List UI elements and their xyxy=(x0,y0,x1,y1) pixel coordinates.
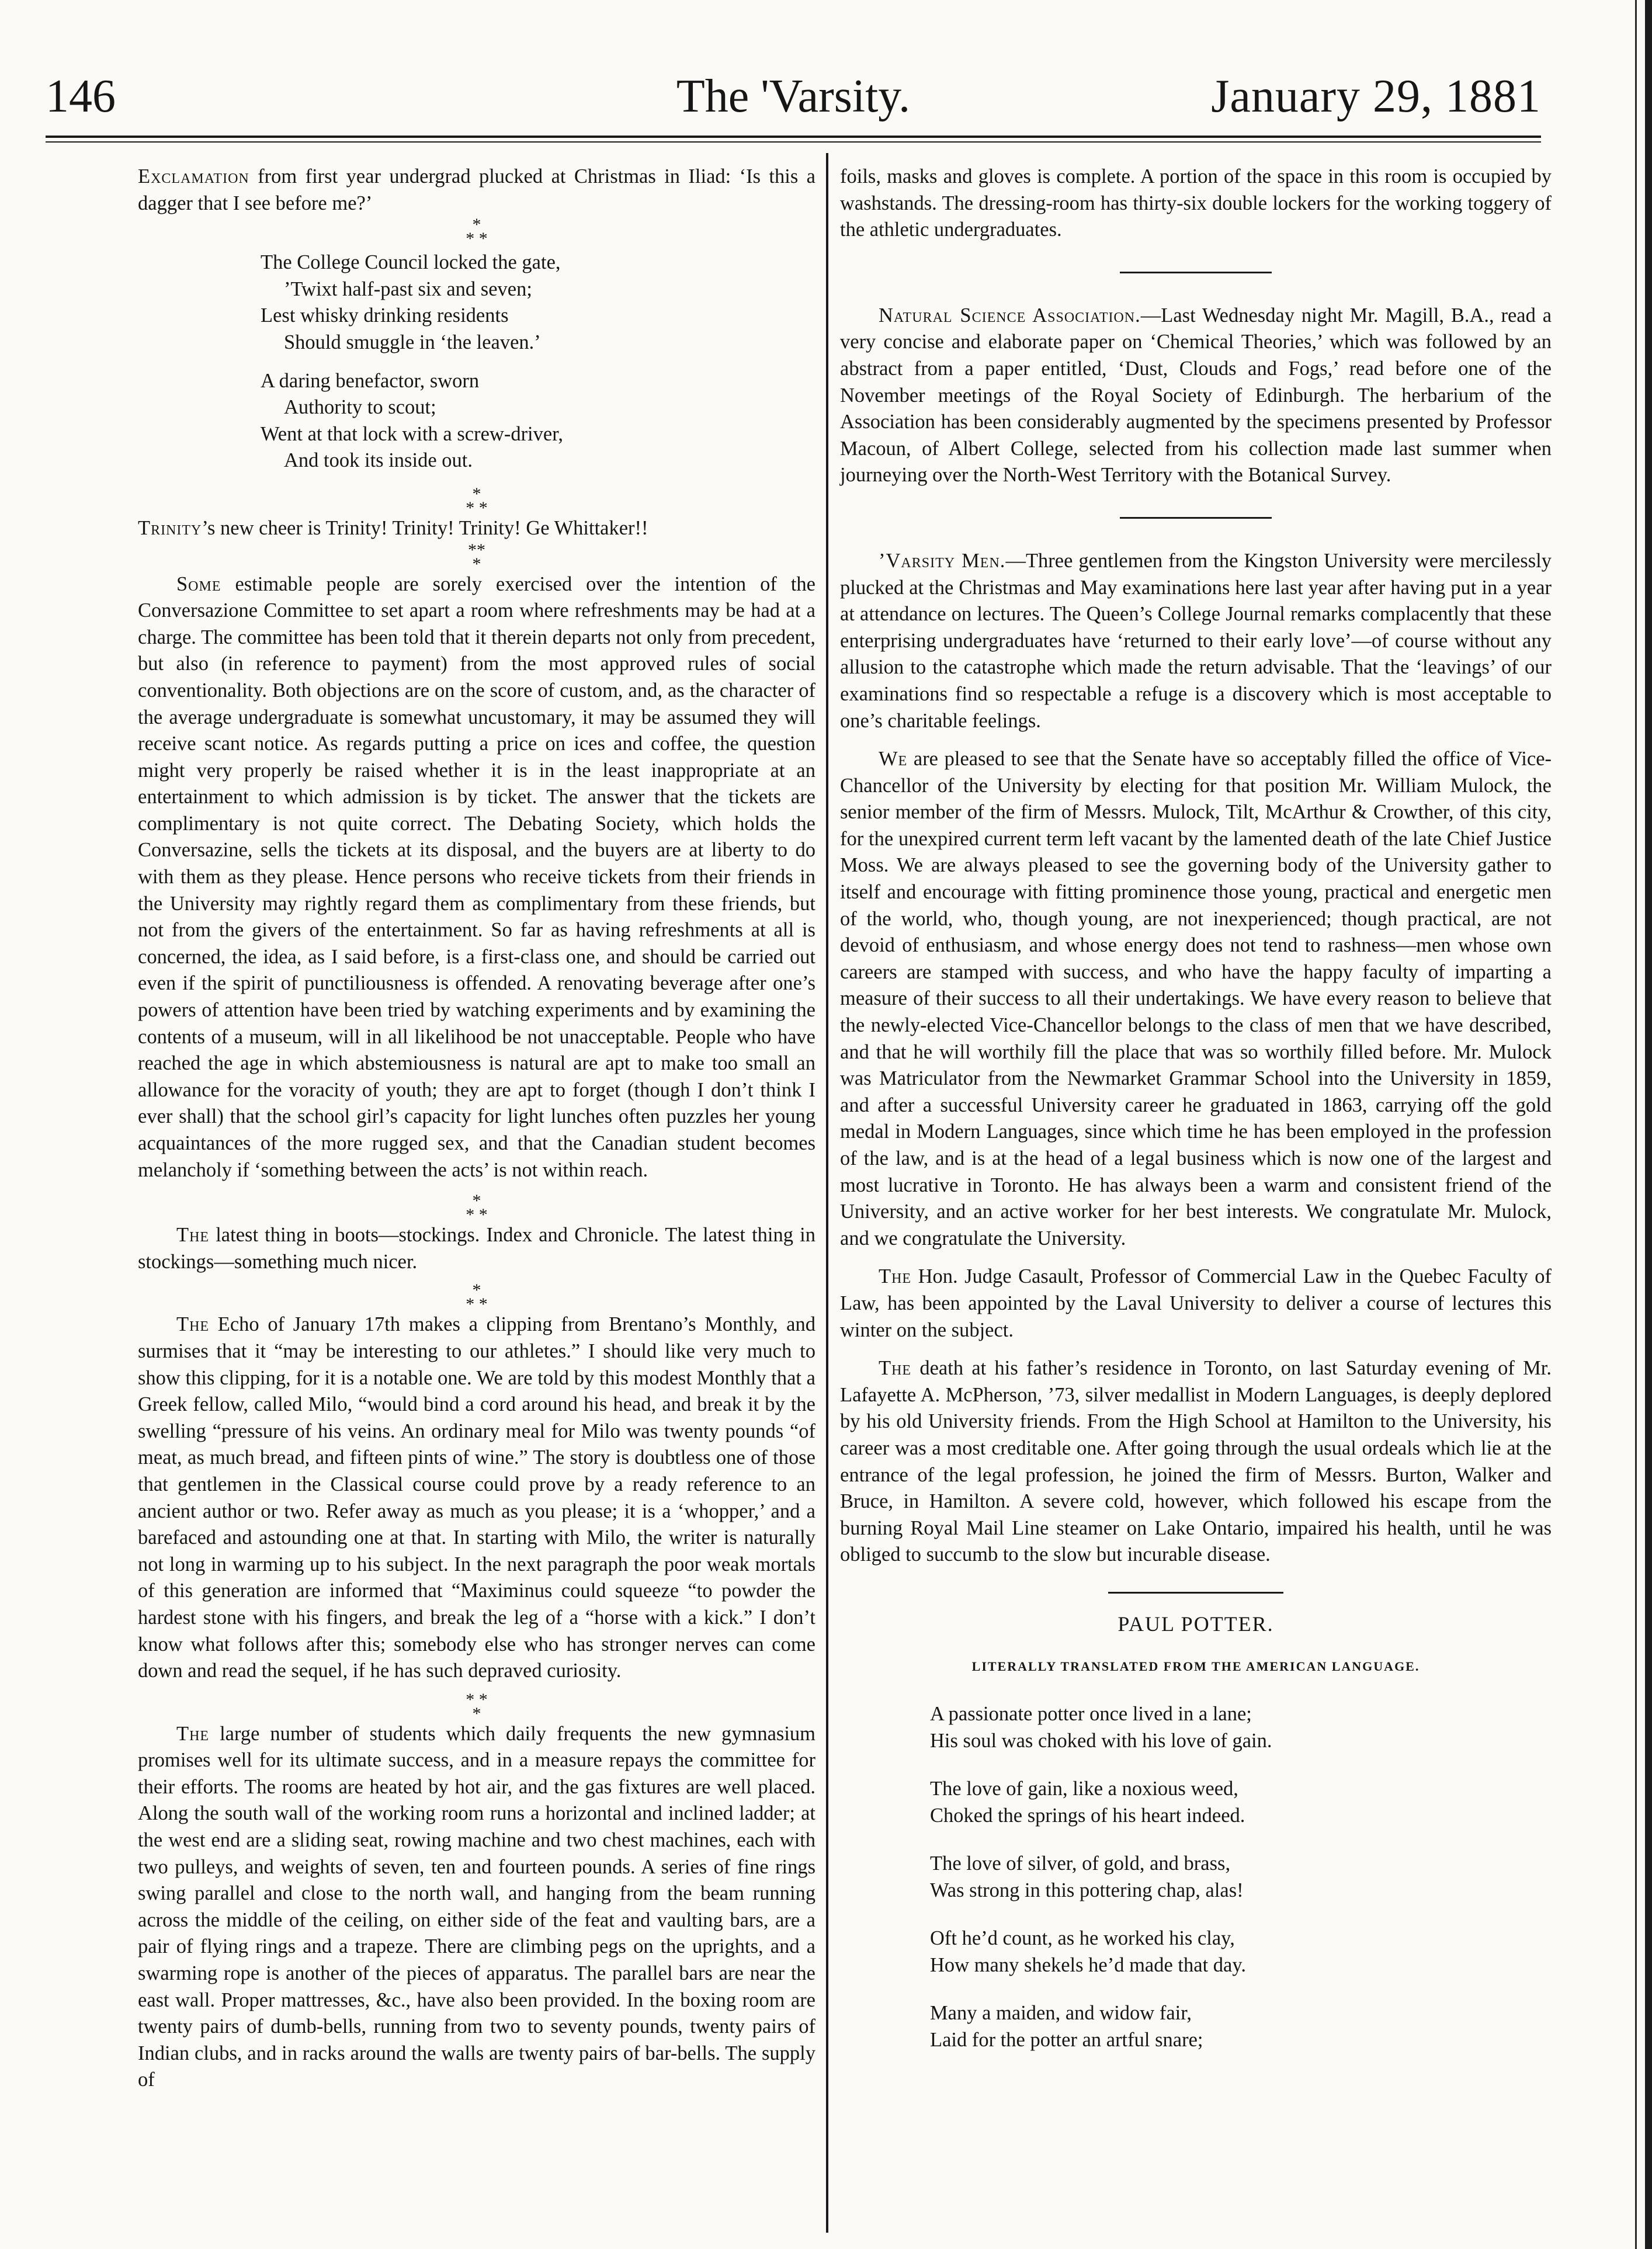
varsity-men-paragraph: ’Varsity Men.—Three gentlemen from the Kingston University were mercilessly plucked at the Christmas and May examinations here last year after having put in a year at attendance on lectures. The Queen’s College Journal remarks complacently that these enterprising undergraduates have ‘returned to their early love’—of course without any allusion to the catastrophe which made the return advisable. That the ‘leavings’ of our examinations find so respectable a refuge is a discovery which is most acceptable to one’s charitable feelings. xyxy=(840,549,1552,732)
masthead-rule-thick xyxy=(46,136,1541,138)
asterism-divider: * * * xyxy=(466,215,488,249)
poem-stanza xyxy=(930,1700,1552,1754)
poem-title: PAUL POTTER. xyxy=(1117,1612,1274,1636)
asterism-divider: * * * xyxy=(466,484,488,518)
poem-line: Was strong in this pottering chap, alas! xyxy=(930,1879,1244,1902)
column-divider xyxy=(826,153,828,2233)
college-council-verse xyxy=(138,249,815,474)
asterism-divider: ** * xyxy=(468,540,485,574)
poem-body xyxy=(930,1700,1552,2053)
page-number: 146 xyxy=(46,71,116,122)
section-rule xyxy=(1108,1592,1283,1594)
asterism-divider: * * * xyxy=(466,1191,488,1225)
poem-line: A passionate potter once lived in a lane; xyxy=(930,1703,1252,1726)
conversazione-paragraph: Some estimable people are sorely exercised over the intention of the Conversazione Committee to set apart a room where refreshments may be had at a charge. The committee has been told that it therein departs not only from precedent, but also (in reference to payment) from the most approved rules of social conventionality. Both objections are on the score of custom, and, as the character of the average undergraduate is somewhat uncustomary, it may be assumed they will receive scant notice. As regards putting a price on ices and coffee, the question might very properly be raised whether it is in the least inappropriate at an entertainment to which admission is by ticket. The answer that the tickets are complimentary is not quite correct. The Debating Society, which holds the Conversazine, sells the tickets at its disposal, and the buyers are at liberty to do with them as they please. Hence persons who receive tickets from their friends in the University may rightly regard them as complimentary from these friends, but not from the givers of the entertainment. So far as having refreshments at all is concerned, the idea, as I said before, is a first-class one, and should be carried out even if the spirit of punctiliousness is offended. A renovating beverage after one’s powers of attention have been tried by watching experiments and by examining the contents of a museum, will in all likelihood be not unacceptable. People who have reached the age in which abstemiousness is natural are apt to make too small an allowance for the voracity of youth; they are apt to forget (though I don’t think I ever shall) that the school girl’s capacity for light lunches often puzzles her young acquaintances of the more rugged sex, and that the Canadian student becomes melancholy if ‘something between the acts’ is not within reach. xyxy=(138,572,815,1181)
poem-stanza xyxy=(930,1925,1552,1979)
verse-line: Authority to scout; xyxy=(284,396,436,419)
gymnasium-continued: foils, masks and gloves is complete. A portion of the space in this room is occupied by washstands. The dressing-room has thirty-six double lockers for the working toggery of the athletic undergraduates. xyxy=(840,165,1552,241)
masthead xyxy=(46,70,1541,134)
poem-subtitle: LITERALLY TRANSLATED FROM THE AMERICAN LANGUAGE. xyxy=(971,1658,1420,1674)
poem-stanza xyxy=(930,2000,1552,2053)
verse-line: Went at that lock with a screw-driver, xyxy=(261,422,563,445)
gymnasium-paragraph: The large number of students which daily frequents the new gymnasium promises well for its ultimate success, and in a measure repays the committee for their efforts. The rooms are heated by hot air, and the gas fixtures are well placed. Along the south wall of the working room runs a horizontal and inclined ladder; at the west end are a sliding seat, rowing machine and two chest machines, each with two pulleys, and weights of seven, ten and fourteen pounds. A series of fine rings swing parallel and close to the north wall, and hanging from the beam running across the middle of the ceiling, on either side of the feat and vaulting bars, are a pair of flying rings and a trapeze. There are climbing pegs on the uprights, and a swarming rope is another of the pieces of apparatus. The parallel bars are near the east wall. Proper mattresses, &c., have also been provided. In the boxing room are twenty pairs of dumb-bells, running from two to seventy pounds, twenty pairs of Indian clubs, and in racks around the walls are twenty pairs of bar-bells. The supply of xyxy=(138,1722,815,2091)
verse-line: A daring benefactor, sworn xyxy=(261,369,480,392)
section-rule xyxy=(1120,517,1272,519)
issue-date: January 29, 1881 xyxy=(1211,71,1541,122)
exclamation-paragraph: Exclamation from first year undergrad plucked at Christmas in Iliad: ‘Is this a dagger that I see before me?’ xyxy=(138,165,815,214)
verse-line: Should smuggle in ‘the leaven.’ xyxy=(284,331,541,353)
verse-line: Lest whisky drinking residents xyxy=(261,304,509,327)
mulock-paragraph: We are pleased to see that the Senate have so acceptably filled the office of Vice-Chancellor of the University by electing for that position Mr. William Mulock, the senior member of the firm of Messrs. Mulock, Tilt, McArthur & Crowther, of this city, for the unexpired current term left vacant by the lamented death of the late Chief Justice Moss. We are always pleased to see the governing body of the University gather to itself and encourage with fitting prominence those young, practical and energetic men of the world, who, though young, are not inexperienced; though practical, are not devoid of enthusiasm, and whose energy does not tend to rashness—men whose own careers are stamped with success, and who have the happy faculty of imparting a measure of their success to all their undertakings. We have every reason to believe that the newly-elected Vice-Chancellor belongs to the class of men that we have described, and that he will worthily fill the place that was so worthily filled before. Mr. Mulock was Matriculator from the Newmarket Grammar School into the University in 1859, and after a successful University career he graduated in 1863, carrying off the gold medal in Modern Languages, since which time he has been employed in the profession of the law, and is at the head of a legal business which is now one of the largest and most lucrative in Toronto. He has always been a warm and consistent friend of the University, and an active worker for her best interests. We congratulate Mr. Mulock, and we congratulate the University. xyxy=(840,748,1552,1250)
natural-science-paragraph: Natural Science Association.—Last Wednesday night Mr. Magill, B.A., read a very concise and elaborate paper on ‘Chemical Theories,’ which was followed by an abstract from a paper entitled, ‘Dust, Clouds and Fogs,’ read before one of the November meetings of the Royal Society of Edinburgh. The herbarium of the Association has been considerably augmented by the specimens presented by Professor Macoun, of Albert College, selected from his collection made last summer when journeying over the North-West Territory with the Botanical Survey. xyxy=(840,304,1552,487)
boots-paragraph: The latest thing in boots—stockings. Index and Chronicle. The latest thing in stockings—something much nicer. xyxy=(138,1224,815,1273)
mcpherson-paragraph: The death at his father’s residence in Toronto, on last Saturday evening of Mr. Lafayette A. McPherson, ’73, silver medallist in Modern Languages, is deeply deplored by his old University friends. From the High School at Hamilton to the University, his career was a most creditable one. After going through the usual ordeals which lie at the entrance of the legal profession, he joined the firm of Messrs. Burton, Walker and Bruce, in Hamilton. A severe cold, however, which followed his escape from the burning Royal Mail Line steamer on Lake Ontario, impaired his health, until he was obliged to succumb to the slow but incurable disease. xyxy=(840,1357,1552,1566)
poem-line: Many a maiden, and widow fair, xyxy=(930,2002,1192,2025)
poem-line: The love of gain, like a noxious weed, xyxy=(930,1778,1238,1800)
poem-stanza xyxy=(930,1775,1552,1829)
echo-paragraph: The Echo of January 17th makes a clipping from Brentano’s Monthly, and surmises that it “may be interesting to our athletes.” I should like very much to show this clipping, for it is a notable one. We are told by this modest Monthly that a Greek fellow, called Milo, “would bind a cord around his head, and break it by the swelling “pressure of his veins. An ordinary meal for Milo was twenty pounds “of meat, as much bread, and fifteen pints of wine.” The story is doubtless one of those that gentlemen in the Classical course could prove by a ready reference to an ancient author or two. Refer away as much as you please; it is a ‘whopper,’ and a barefaced and astounding one at that. In starting with Milo, the writer is naturally not long in warming up to his subject. In the next paragraph the poor weak mortals of this generation are informed that “Maximinus could squeeze “to powder the hardest stone with his fingers, and break the leg of a “horse with a kick.” I don’t know what follows after this; somebody else who has stronger nerves can come down and read the sequel, if he has such depraved curiosity. xyxy=(138,1313,815,1682)
page-edge-shadow xyxy=(1645,0,1652,2249)
poem-line: How many shekels he’d made that day. xyxy=(930,1954,1246,1977)
masthead-rule-thin xyxy=(46,141,1541,143)
poem-line: Choked the springs of his heart indeed. xyxy=(930,1804,1245,1827)
asterism-divider: * * * xyxy=(466,1689,488,1723)
section-rule xyxy=(1120,272,1272,273)
poem-line: The love of silver, of gold, and brass, xyxy=(930,1852,1231,1875)
right-column xyxy=(840,164,1552,2074)
trinity-paragraph: Trinity’s new cheer is Trinity! Trinity! Trinity! Ge Whittaker!! xyxy=(138,516,648,539)
page-edge-line xyxy=(1635,0,1637,2249)
poem-line: Laid for the potter an artful snare; xyxy=(930,2029,1203,2052)
verse-line: And took its inside out. xyxy=(284,449,473,472)
verse-line: The College Council locked the gate, xyxy=(261,251,561,274)
poem-line: His soul was choked with his love of gain. xyxy=(930,1730,1272,1752)
poem-line: Oft he’d count, as he worked his clay, xyxy=(930,1927,1235,1950)
asterism-divider: * * * xyxy=(466,1280,488,1314)
casault-paragraph: The Hon. Judge Casault, Professor of Commercial Law in the Quebec Faculty of Law, has been appointed by the Laval University to deliver a course of lectures this winter on the subject. xyxy=(840,1265,1552,1341)
verse-line: ’Twixt half-past six and seven; xyxy=(284,277,532,300)
left-column xyxy=(138,164,815,2094)
newspaper-title: The 'Varsity. xyxy=(676,71,911,122)
poem-stanza xyxy=(930,1850,1552,1904)
